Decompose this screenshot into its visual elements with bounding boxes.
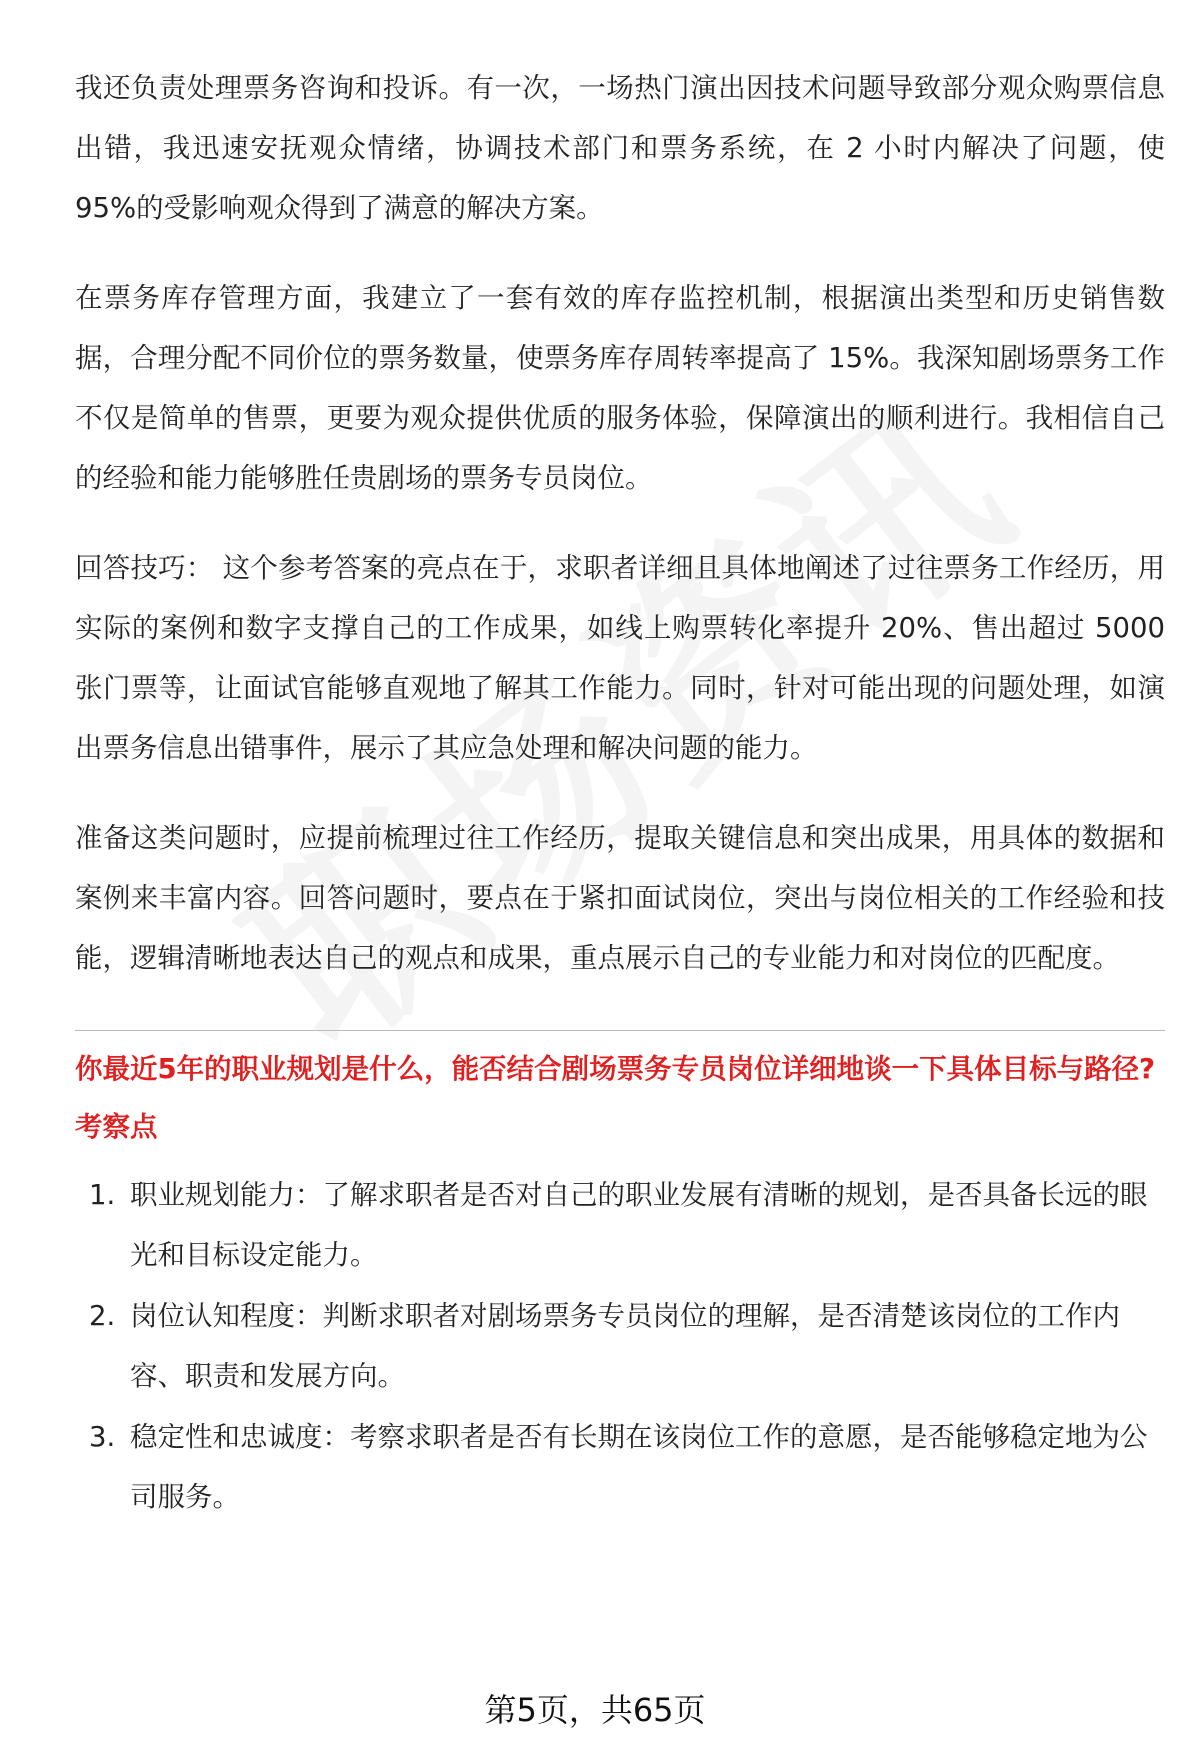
list-item-text: 职业规划能力：了解求职者是否对自己的职业发展有清晰的规划，是否具备长远的眼光和目标设定能力。 <box>130 1179 1148 1271</box>
interview-question: 你最近5年的职业规划是什么，能否结合剧场票务专员岗位详细地谈一下具体目标与路径? <box>75 1053 1156 1085</box>
content-area <box>75 58 1165 1528</box>
paragraph-answer-tips: 回答技巧： 这个参考答案的亮点在于，求职者详细且具体地阐述了过往票务工作经历，用实际的案例和数字支撑自己的工作成果，如线上购票转化率提升 20%、售出超过 5000 张门票等，让面试官能够直观地了解其工作能力。同时，针对可能出现的问题处理，如演出票务信息出错事件，展示了其应急处理和解决问题的能力。 <box>75 552 1165 764</box>
paragraph-inventory-management: 在票务库存管理方面，我建立了一套有效的库存监控机制，根据演出类型和历史销售数据，合理分配不同价位的票务数量，使票务库存周转率提高了 15%。我深知剧场票务工作不仅是简单的售票，更要为观众提供优质的服务体验，保障演出的顺利进行。我相信自己的经验和能力能够胜任贵剧场的票务专员岗位。 <box>75 282 1165 494</box>
paragraph-complaint-handling: 我还负责处理票务咨询和投诉。有一次，一场热门演出因技术问题导致部分观众购票信息出错，我迅速安抚观众情绪，协调技术部门和票务系统，在 2 小时内解决了问题，使 95%的受影响观众得到了满意的解决方案。 <box>75 72 1165 224</box>
section-divider <box>75 1030 1165 1031</box>
list-item-number: 1. <box>89 1179 116 1211</box>
list-item <box>75 1407 1165 1527</box>
list-item <box>75 1286 1165 1406</box>
assessment-points-title: 考察点 <box>75 1111 158 1143</box>
list-item-text: 稳定性和忠诚度：考察求职者是否有长期在该岗位工作的意愿，是否能够稳定地为公司服务。 <box>130 1421 1148 1513</box>
list-item-text: 岗位认知程度：判断求职者对剧场票务专员岗位的理解，是否清楚该岗位的工作内容、职责和发展方向。 <box>130 1300 1120 1392</box>
assessment-points-list <box>75 1165 1165 1527</box>
page-number-footer: 第5页，共65页 <box>484 1691 706 1729</box>
list-item-number: 3. <box>89 1421 116 1453</box>
paragraph-preparation-advice: 准备这类问题时，应提前梳理过往工作经历，提取关键信息和突出成果，用具体的数据和案例来丰富内容。回答问题时，要点在于紧扣面试岗位，突出与岗位相关的工作经验和技能，逻辑清晰地表达自己的观点和成果，重点展示自己的专业能力和对岗位的匹配度。 <box>75 822 1165 974</box>
list-item <box>75 1165 1165 1285</box>
list-item-number: 2. <box>89 1300 116 1332</box>
